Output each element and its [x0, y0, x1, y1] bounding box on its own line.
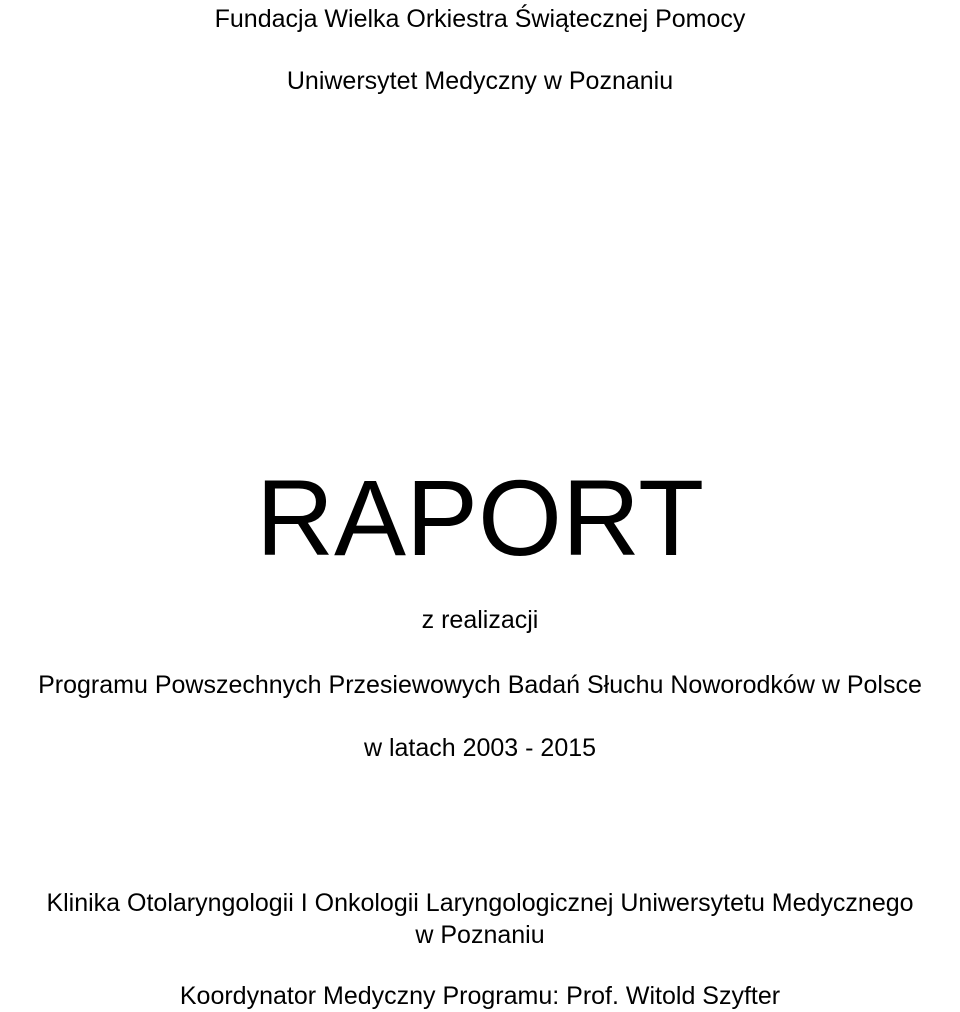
clinic-name-line-1: Klinika Otolaryngologii I Onkologii Laryngologicznej Uniwersytetu Medycznego	[46, 889, 914, 917]
period: w latach 2003 - 2015	[363, 734, 597, 762]
university-name: Uniwersytet Medyczny w Poznaniu	[286, 67, 674, 95]
report-title: RAPORT	[255, 457, 705, 578]
subtitle-line-1: z realizacji	[421, 606, 539, 634]
program-name: Programu Powszechnych Przesiewowych Badań Słuchu Noworodków w Polsce	[38, 671, 922, 699]
foundation-name: Fundacja Wielka Orkiestra Świątecznej Pomocy	[214, 5, 746, 33]
clinic-name-line-2: w Poznaniu	[415, 921, 545, 949]
program-coordinator: Koordynator Medyczny Programu: Prof. Witold Szyfter	[179, 982, 781, 1010]
